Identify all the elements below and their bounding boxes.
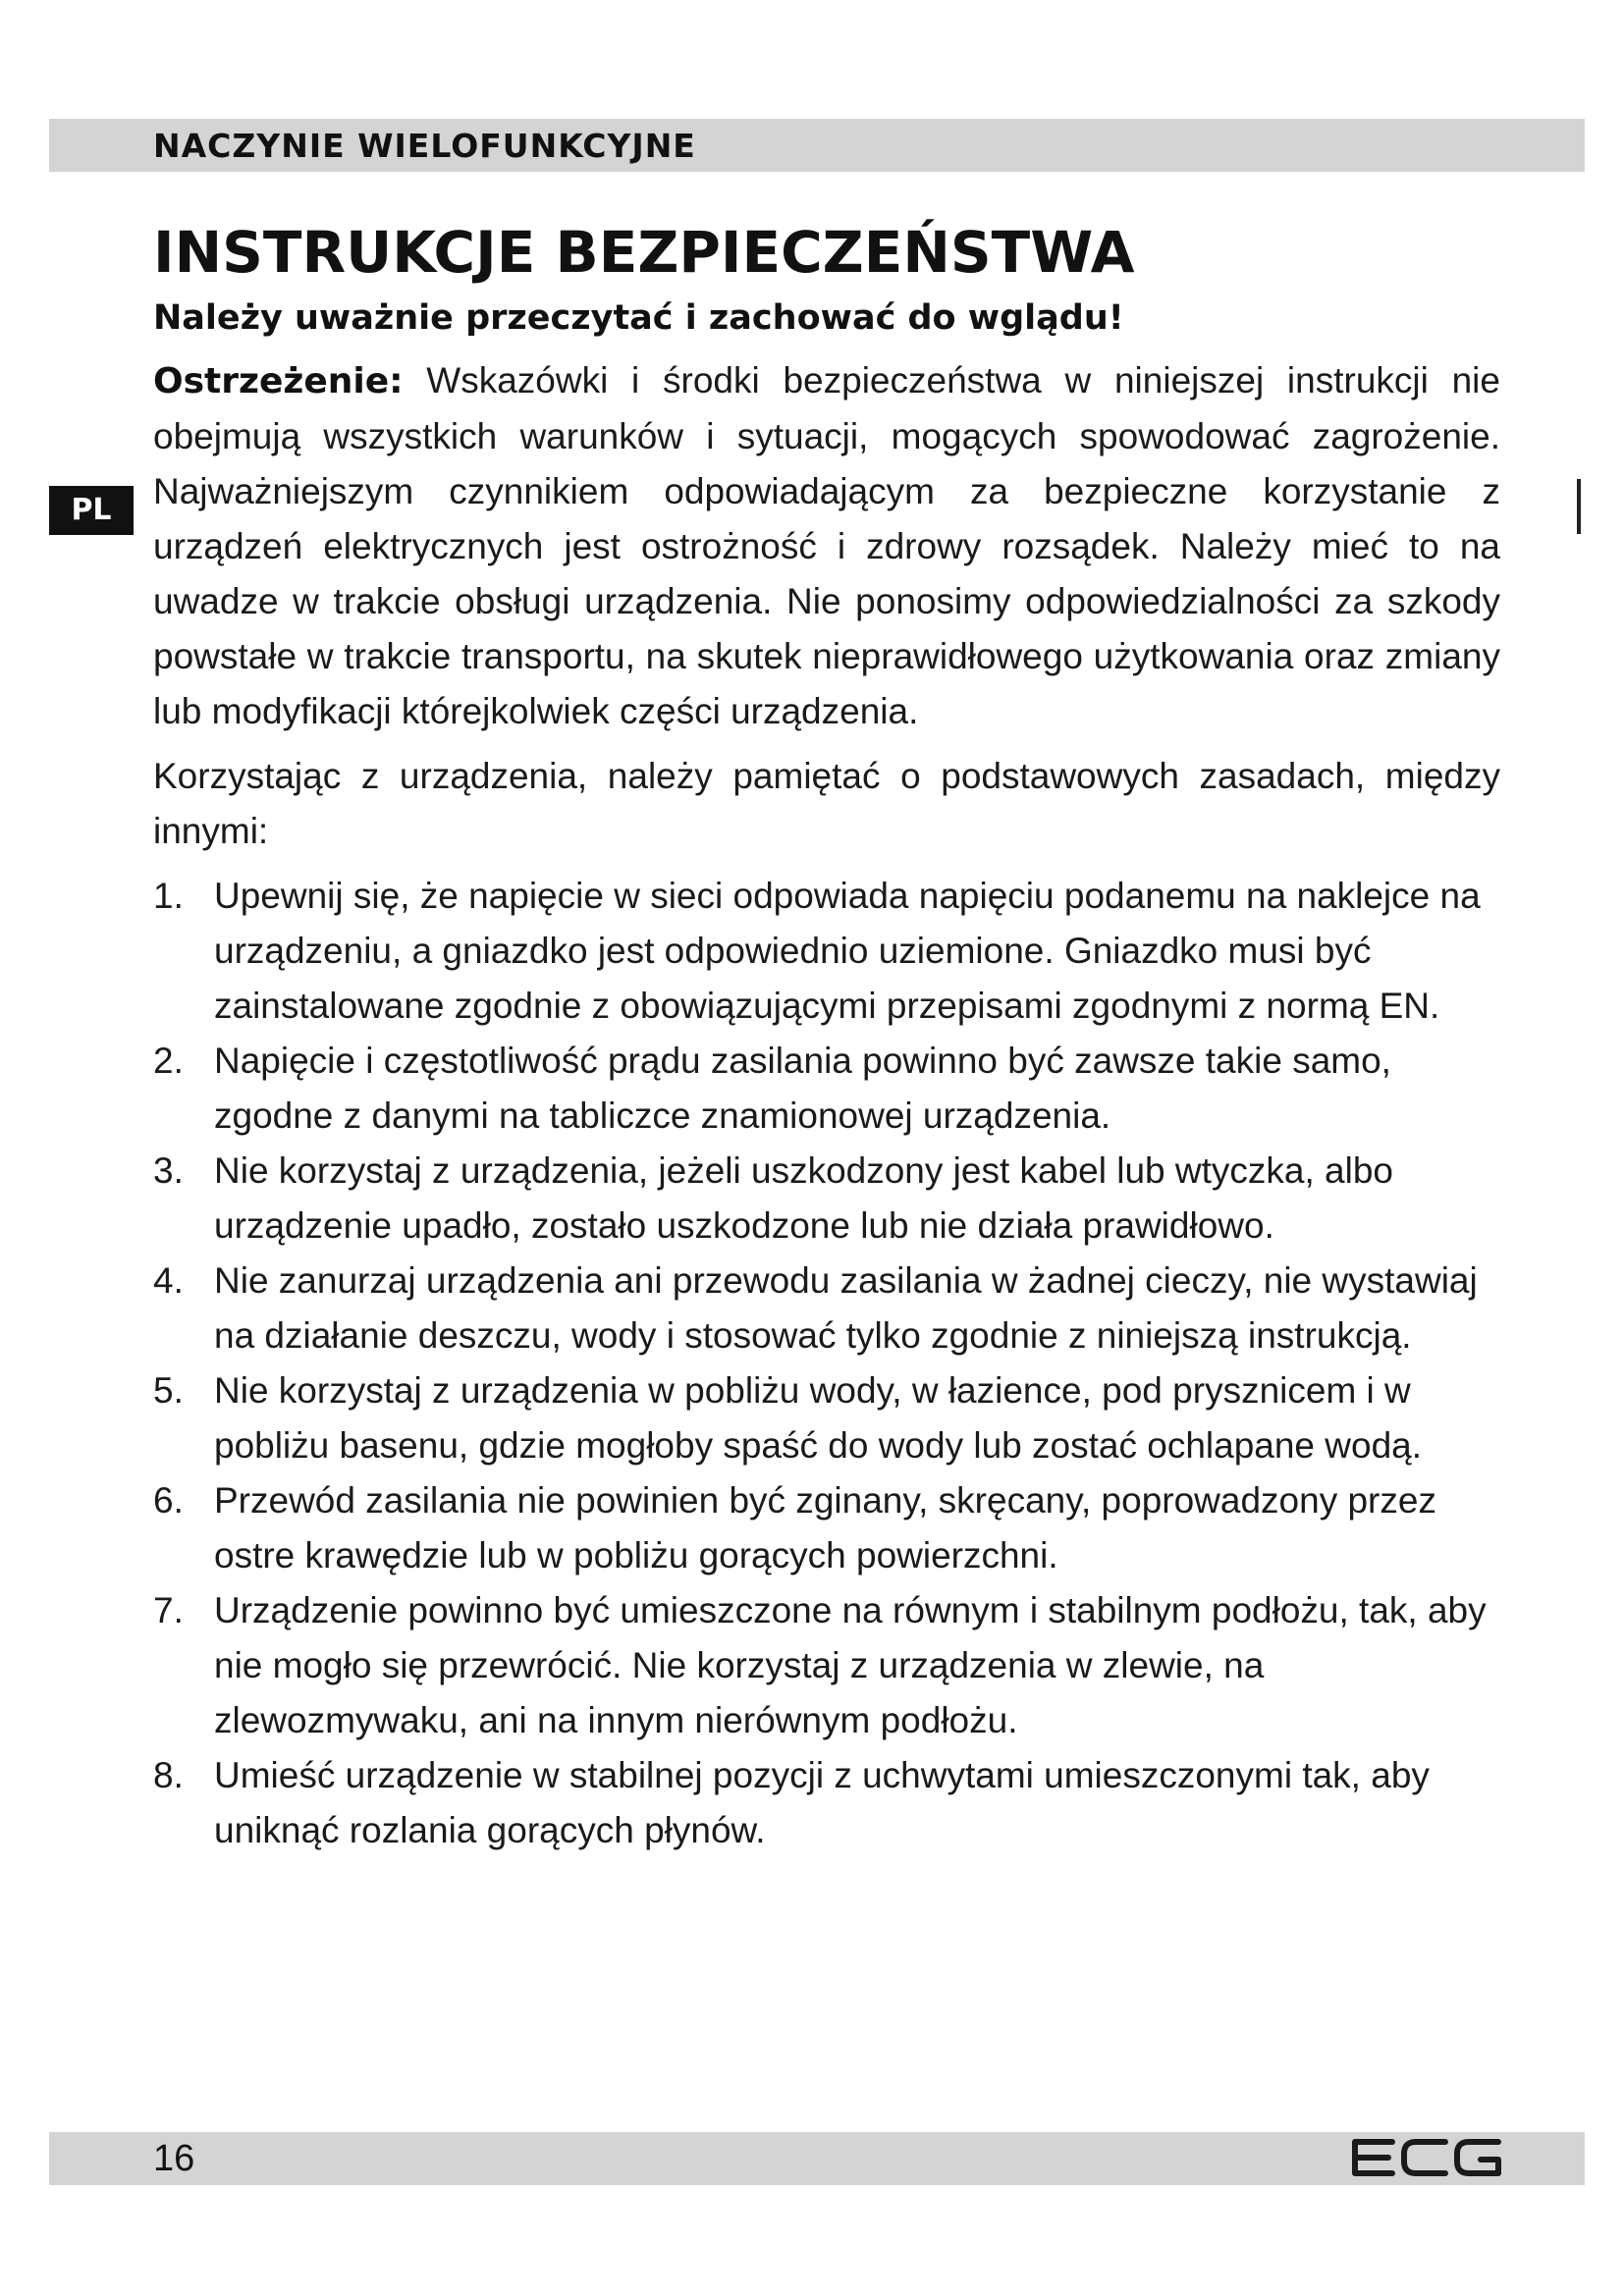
rule-item	[153, 1363, 1500, 1473]
warning-label: Ostrzeżenie:	[153, 361, 404, 401]
rule-text: Upewnij się, że napięcie w sieci odpowiada napięciu podanemu na naklejce na urządzeniu, a gniazdko jest odpowiednio uziemione. Gniazdko musi być zainstalowane zgodnie z obowiązującymi przepisami zgodnymi z normą EN.	[214, 876, 1481, 1026]
rule-item	[153, 1473, 1500, 1583]
rule-item	[153, 1583, 1500, 1748]
main-content	[153, 214, 1500, 1858]
subtitle: Należy uważnie przeczytać i zachować do wglądu!	[153, 298, 1124, 338]
safety-rules-list	[153, 869, 1500, 1858]
rule-text: Nie korzystaj z urządzenia, jeżeli uszkodzony jest kabel lub wtyczka, albo urządzenie upadło, zostało uszkodzone lub nie działa prawidłowo.	[214, 1150, 1394, 1246]
rule-text: Nie zanurzaj urządzenia ani przewodu zasilania w żadnej cieczy, nie wystawiaj na działanie deszczu, wody i stosować tylko zgodnie z niniejszą instrukcją.	[214, 1260, 1478, 1356]
language-tab: PL	[49, 486, 134, 535]
rule-item	[153, 1144, 1500, 1254]
rule-number: 7.	[153, 1590, 184, 1630]
rule-number: 4.	[153, 1260, 184, 1301]
rule-text: Urządzenie powinno być umieszczone na równym i stabilnym podłożu, tak, aby nie mogło się przewrócić. Nie korzystaj z urządzenia w zlewie, na zlewozmywaku, ani na innym nierównym podłożu.	[214, 1590, 1487, 1740]
rule-number: 2.	[153, 1041, 184, 1081]
rule-number: 5.	[153, 1370, 184, 1411]
rule-number: 3.	[153, 1150, 184, 1191]
rule-text: Umieść urządzenie w stabilnej pozycji z uchwytami umieszczonymi tak, aby uniknąć rozlania gorących płynów.	[214, 1755, 1430, 1850]
warning-paragraph	[153, 353, 1500, 739]
rule-number: 8.	[153, 1755, 184, 1795]
ecg-logo-icon	[1349, 2138, 1506, 2177]
rule-item	[153, 1034, 1500, 1144]
page-title: INSTRUKCJE BEZPIECZEŃSTWA	[153, 219, 1135, 286]
rule-number: 6.	[153, 1480, 184, 1521]
header-bar	[49, 119, 1585, 172]
rule-item	[153, 869, 1500, 1034]
rule-text: Przewód zasilania nie powinien być zginany, skręcany, poprowadzony przez ostre krawędzie lub w pobliżu gorących powierzchni.	[214, 1480, 1436, 1575]
page-number: 16	[153, 2138, 195, 2179]
rule-text: Nie korzystaj z urządzenia w pobliżu wody, w łazience, pod prysznicem i w pobliżu basenu, gdzie mogłoby spaść do wody lub zostać ochlapane wodą.	[214, 1370, 1423, 1466]
footer-bar	[49, 2132, 1585, 2185]
rule-number: 1.	[153, 876, 184, 916]
rule-text: Napięcie i częstotliwość prądu zasilania powinno być zawsze takie samo, zgodne z danymi na tabliczce znamionowej urządzenia.	[214, 1041, 1391, 1136]
warning-text: Wskazówki i środki bezpieczeństwa w niniejszej instrukcji nie obejmują wszystkich warunków i sytuacji, mogących spowodować zagrożenie. Najważniejszym czynnikiem odpowiadającym za bezpieczne korzystanie z urządzeń elektrycznych jest ostrożność i zdrowy rozsądek. Należy mieć to na uwadze w trakcie obsługi urządzenia. Nie ponosimy odpowiedzialności za szkody powstałe w trakcie transportu, na skutek nieprawidłowego użytkowania oraz zmiany lub modyfikacji którejkolwiek części urządzenia.	[153, 360, 1500, 731]
rule-item	[153, 1748, 1500, 1858]
intro-paragraph: Korzystając z urządzenia, należy pamiętać o podstawowych zasadach, między innymi:	[153, 756, 1500, 851]
rule-item	[153, 1254, 1500, 1363]
margin-marker	[1577, 479, 1581, 534]
section-title: NACZYNIE WIELOFUNKCYJNE	[153, 127, 696, 165]
